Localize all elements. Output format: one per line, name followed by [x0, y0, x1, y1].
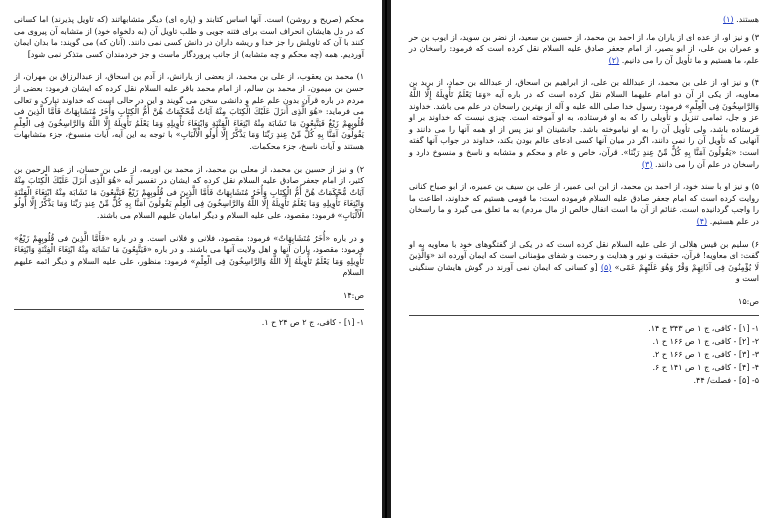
- footnote-link[interactable]: (۳): [641, 159, 653, 169]
- footnote-divider: [14, 309, 364, 310]
- footnote-link[interactable]: (۵): [600, 262, 612, 272]
- paragraph: محکم (صریح و روشن) است. آنها اساس کتابند و (پاره ای) دیگر متشابهاتند (که تاویل پذیرند) اما کسانی که در دل هایشان انحراف است برای فتنه جویی و طلب تاویل آن (به دلخواه خود) از متشابه آن پیروی می کنند با آن که تاویلش را جز خدا و ریشه داران در دانش کسی نمی دانند. (آنان که) می گویند: ما بدان ایمان آوردیم. همه (چه محکم و چه متشابه) از جانب پروردگار ماست و جز خردمندان کسی متذکر نمی شود]: [14, 15, 364, 59]
- paragraph: [409, 77, 759, 170]
- footnote: ۵- [۵] - فصلت/ ۴۴.: [693, 376, 759, 386]
- footnote: ۱- [۱] - کافی، ج ۲ ص ۲۴ ح ۱.: [261, 318, 364, 328]
- paragraph: [409, 32, 759, 67]
- page-number: ص:۱۴: [343, 290, 364, 300]
- paragraph: [409, 14, 759, 26]
- page-number: ص:۱۵: [738, 296, 759, 306]
- footnote: ۱- [۱] - کافی، ج ۱ ص ۳۴۳ ح ۱۴.: [648, 324, 759, 334]
- footnote-divider: [409, 315, 759, 316]
- paragraph-text: [و کسانی که ایمان نمی آورند در گوش هایشان سنگینی است و: [409, 262, 759, 284]
- paragraph: ۱) محمد بن یعقوب، از علی بن محمد، از بعضی از یارانش، از آدم بن اسحاق، از عبدالرزاق بن مهران، از حسن بن میمون، از محمد بن سالم، از امام محمد باقر علیه السلام نقل کرده که ایشان فرمود: بعضی از مردم در باره قرآن بدون علم علم و دانشی سخن می گویند و این در حالی است که خداوند تبارک و تعالی می فرماید: «هُوَ الَّذِی أَنزَلَ عَلَیْكَ الْكِتَابَ مِنْهُ آیَاتٌ مُّحْكَمَاتٌ هُنَّ أُمُّ الْكِتَابِ وَأُخَرُ مُتَشَابِهَاتٌ فَأَمَّا الَّذِینَ فی قُلُوبِهِمْ زَیْغٌ فَیَتَّبِعُونَ مَا تَشَابَهَ مِنْهُ ابْتِغَاءَ الْفِتْنَةِ وَابْتِغَاءَ تَأْوِیلِهِ وَمَا یَعْلَمُ تَأْوِیلَهُ إِلَّا اللَّهُ وَالرَّاسِخُونَ فِی الْعِلْمِ یَقُولُونَ آمَنَّا بِهِ كُلٌّ مِّنْ عِندِ رَبِّنَا وَمَا یَذَّكَّرُ إِلَّا أُولُو الْأَلْبَابِ» با توجه به این آیه، آیات منسوخ، جزء متشابهات هستند و آیات ناسخ، جزء محکمات.: [14, 72, 365, 151]
- footnote: ۲- [۲] - کافی، ج ۱ ص ۱۶۶ ح ۱.: [652, 337, 759, 347]
- page-gutter: [382, 0, 391, 518]
- footnote-link[interactable]: (۴): [696, 216, 708, 226]
- paragraph: [409, 239, 759, 285]
- paragraph-text: ۵) و نیز او با سند خود، از احمد بن محمد، از ابن ابی عمیر، از علی بن سیف بن عمیره، از ابو صباح کنانی روایت کرده است که امام جعفر صادق علیه السلام فرموده است: ما قومی هستیم که خداوند، اطاعت ما را واجب گردانیده است. غنائم از آن ما است انفال خالص از مال مردم) به ما تعلق می گیرد و ما راسخان در علم هستیم.: [409, 182, 760, 226]
- left-page: [0, 0, 382, 518]
- paragraph-text: ۳) و نیز او، از عده ای از یاران ما، از احمد بن محمد، از حسین بن سعید، از نضر بن سوید، از ایوب بن حر و عمران بن علی، از ابو بصیر، از امام جعفر صادق علیه السلام نقل کرده است که فرمود: راسخان در علم، ما هستیم و ما تأویل آن را می دانیم.: [409, 32, 759, 65]
- paragraph: ۲) و نیز از حسین بن محمد، از معلی بن محمد، از محمد بن اورمه، از علی بن حسان، از عبد الرحمن بن کثیر، از امام جعفر صادق علیه السلام نقل کرده که ایشان در تفسیر آیه «هُوَ الَّذِی أَنزَلَ عَلَیْكَ الْكِتَابَ مِنْهُ آیَاتٌ مُّحْكَمَاتٌ هُنَّ أُمُّ الْكِتَابِ وَأُخَرُ مُتَشَابِهَاتٌ فَأَمَّا الَّذِینَ فی قُلُوبِهِمْ زَیْغٌ فَیَتَّبِعُونَ مَا تَشَابَهَ مِنْهُ ابْتِغَاءَ الْفِتْنَةِ وَابْتِغَاءَ تَأْوِیلِهِ وَمَا یَعْلَمُ تَأْوِیلَهُ إِلَّا اللَّهُ وَالرَّاسِخُونَ فِی الْعِلْمِ یَقُولُونَ آمَنَّا بِهِ كُلٌّ مِّنْ عِندِ رَبِّنَا وَمَا یَذَّكَّرُ إِلَّا أُولُو الْأَلْبَابِ» فرمود: مقصود، علی علیه السلام و دیگر امامان علیهم السلام می باشند.: [14, 164, 364, 220]
- paragraph: و در باره «أُخَرُ مُتَشَابِهَاتٌ» فرمود: مقصود، فلانی و فلانی است. و در باره «فَأَمَّا الَّذِینَ فی قُلُوبِهِمْ زَیْغٌ» فرمود: مقصود، یاران آنها و اهل ولایت آنها می باشند. و در باره «فَیَتَّبِعُونَ مَا تَشَابَهَ مِنْهُ ابْتِغَاءَ الْفِتْنَةِ وَابْتِغَاءَ تَأْوِیلِهِ وَمَا یَعْلَمُ تَأْوِیلَهُ إِلَّا اللَّهُ وَالرَّاسِخُونَ فِی الْعِلْمِ» فرمود: منظور، علی علیه السلام و دیگر ائمه علیهم السلام: [14, 233, 364, 278]
- gutter-edge: [385, 0, 387, 518]
- footnote-link[interactable]: (۲): [608, 55, 620, 65]
- paragraph-text: ۴) و نیز او، از علی بن محمد، از عبدالله بن علی، از ابراهیم بن اسحاق، از عبدالله بن حماد، از برید بن معاویه، از یکی از آن دو امام علیهما السلام نقل کرده است که در باره آیه «وَمَا یَعْلَمُ تَأْوِیلَهُ إِلَّا اللَّهُ وَالرَّاسِخُونَ فِی الْعِلْمِ» فرمود: رسول خدا صلی الله علیه و آله از بهترین راسخان در علم می باشد. خداوند عز و جل، تمامی تنزیل و تأویلی را که به او فرستاده، به او آموخته است. چیزی نیست که خداوند بر او فرستاده باشد، ولی تأویل آن را به او نیاموخته باشد. جانشینان او نیز پس از او همه آنها را می دانند و آنهایی که تأویل آن را نمی دانند، اگر در میان آنها کسی ادعای عالم بودن بکند، خداوند در جواب آنها گفته است: «یَقُولُونَ آمَنَّا بِهِ كُلٌّ مِّنْ عِندِ رَبِّنَا». قرآن، خاص و عام و محکم و متشابه و ناسخ و منسوخ دارد و راسخان در علم آن را می دانند.: [409, 78, 759, 169]
- right-page: [391, 0, 781, 518]
- paragraph-text: هستند.: [736, 15, 759, 24]
- footnote-link[interactable]: (۱): [722, 15, 734, 24]
- footnote: ۴- [۴] - کافی، ج ۱ ص ۱۴۱ ح ۶.: [652, 363, 759, 373]
- footnote: ۳- [۳] - کافی، ج ۱ ص ۱۶۶ ح ۲.: [652, 350, 759, 360]
- paragraph: [409, 181, 759, 227]
- paragraph-text: ۶) سلیم بن قیس هلالی از علی علیه السلام نقل کرده است که در یکی از گفتگوهای خود با معاویه به او گفت: ای معاویه! قرآن، حقیقت و نور و هدایت و رحمت و شفای مؤمنانی است که ایمان آورده اند «وَالَّذِینَ لَا یُؤْمِنُونَ فِی آذَانِهِمْ وَقْرٌ وَهُوَ عَلَیْهِمْ عَمًى»: [409, 239, 760, 272]
